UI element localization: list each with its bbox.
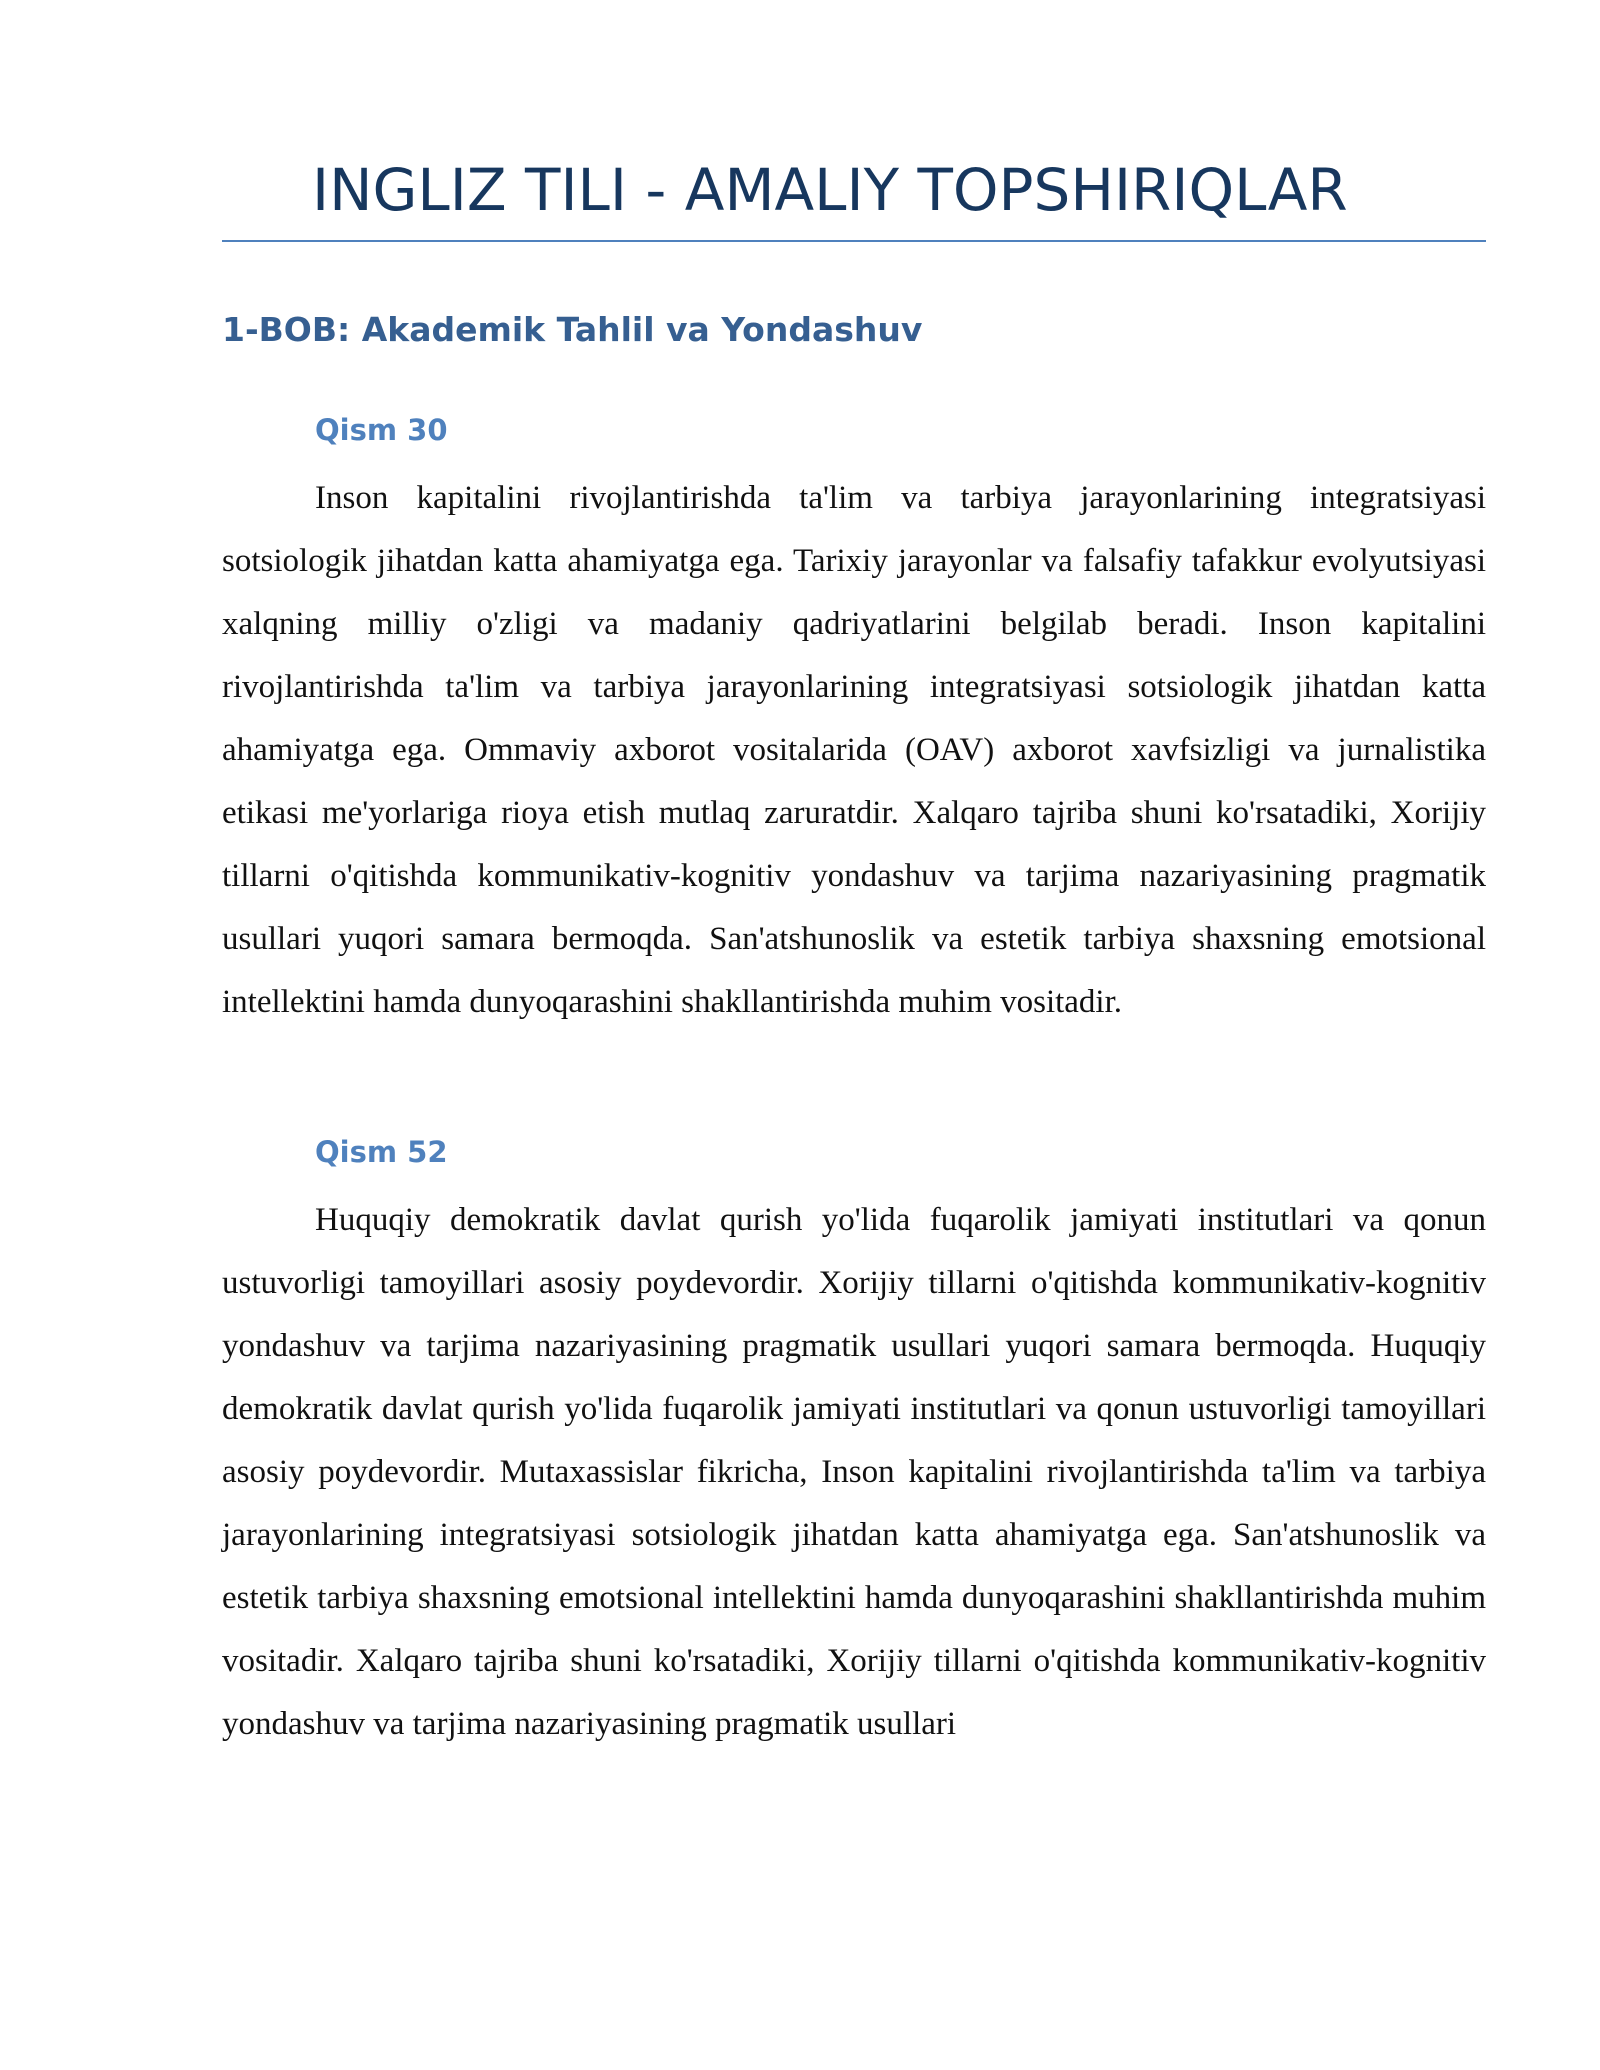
section-qism-30: [222, 405, 1486, 1034]
section-paragraph: Inson kapitalini rivojlantirishda ta'lim va tarbiya jarayonlarining integratsiyasi sotsiologik jihatdan katta ahamiyatga ega. Tarixiy jarayonlar va falsafiy tafakkur evolyutsiyasi xalqning milliy o'zligi va madaniy qadriyatlarini belgilab beradi. Inson kapitalini rivojlantirishda ta'lim va tarbiya jarayonlarining integratsiyasi sotsiologik jihatdan katta ahamiyatga ega. Ommaviy axborot vositalarida (OAV) axborot xavfsizligi va jurnalistika etikasi me'yorlariga rioya etish mutlaq zaruratdir. Xalqaro tajriba shuni ko'rsatadiki, Xorijiy tillarni o'qitishda kommunikativ-kognitiv yondashuv va tarjima nazariyasining pragmatik usullari yuqori samara bermoqda. San'atshunoslik va estetik tarbiya shaxsning emotsional intellektini hamda dunyoqarashini shakllantirishda muhim vositadir.: [222, 480, 1486, 1020]
chapter-heading: 1-BOB: Akademik Tahlil va Yondashuv: [222, 310, 923, 349]
title-underline-rule: [222, 240, 1486, 242]
section-qism-52: [222, 1127, 1486, 1756]
section-heading: Qism 30: [315, 413, 448, 447]
section-heading: Qism 52: [315, 1135, 448, 1169]
section-paragraph: Huquqiy demokratik davlat qurish yo'lida fuqarolik jamiyati institutlari va qonun ustuvorligi tamoyillari asosiy poydevordir. Xorijiy tillarni o'qitishda kommunikativ-kognitiv yondashuv va tarjima nazariyasining pragmatik usullari yuqori samara bermoqda. Huquqiy demokratik davlat qurish yo'lida fuqarolik jamiyati institutlari va qonun ustuvorligi tamoyillari asosiy poydevordir. Mutaxassislar fikricha, Inson kapitalini rivojlantirishda ta'lim va tarbiya jarayonlarining integratsiyasi sotsiologik jihatdan katta ahamiyatga ega. San'atshunoslik va estetik tarbiya shaxsning emotsional intellektini hamda dunyoqarashini shakllantirishda muhim vositadir. Xalqaro tajriba shuni ko'rsatadiki, Xorijiy tillarni o'qitishda kommunikativ-kognitiv yondashuv va tarjima nazariyasining pragmatik usullari: [222, 1202, 1486, 1742]
document-title: INGLIZ TILI - AMALIY TOPSHIRIQLAR: [312, 156, 1348, 224]
